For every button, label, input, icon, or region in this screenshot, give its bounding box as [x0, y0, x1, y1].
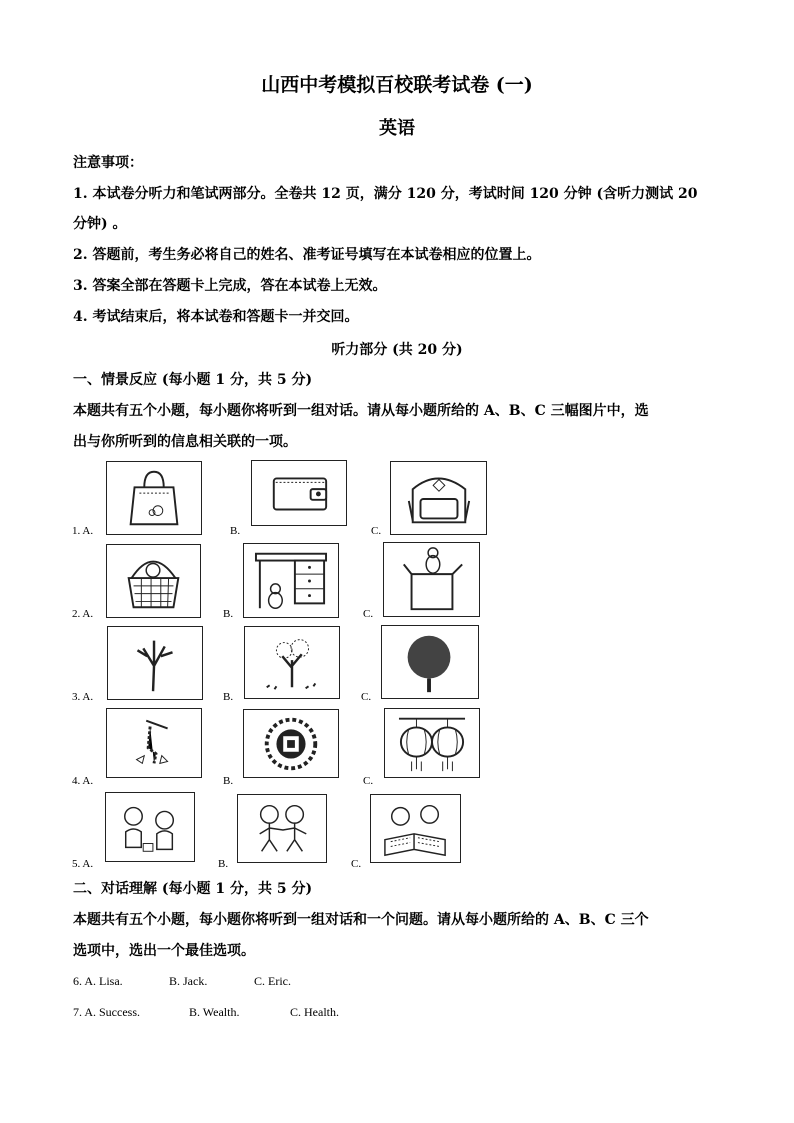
- q7-option-c: C. Health.: [290, 1005, 339, 1019]
- q7-option-a: 7. A. Success.: [73, 1005, 140, 1019]
- cat-under-desk-icon[interactable]: [243, 543, 339, 618]
- part1-heading: 一、情景反应 (每小题 1 分，共 5 分): [73, 372, 313, 388]
- q2-label-b: B.: [223, 608, 234, 620]
- part2-instruction-line-2: 选项中，选出一个最佳选项。: [73, 943, 255, 959]
- part2-instruction-line-1: 本题共有五个小题，每小题你将听到一组对话和一个问题。请从每小题所给的 A、B、C 三个: [73, 912, 649, 928]
- q1-label-b: B.: [230, 525, 241, 537]
- q3-label-a: 3. A.: [72, 691, 94, 703]
- leafy-tree-icon[interactable]: [381, 625, 479, 699]
- exam-title: 山西中考模拟百校联考试卷 (一): [261, 74, 533, 96]
- note-item-4: 4. 考试结束后，将本试卷和答题卡一并交回。: [73, 309, 359, 325]
- firecracker-icon[interactable]: [106, 708, 202, 778]
- q5-label-c: C.: [351, 858, 362, 870]
- q2-label-a: 2. A.: [72, 608, 94, 620]
- note-item-2: 2. 答题前，考生务必将自己的姓名、准考证号填写在本试卷相应的位置上。: [73, 247, 541, 263]
- q6-option-c: C. Eric.: [254, 974, 291, 988]
- q5-label-b: B.: [218, 858, 229, 870]
- autumn-tree-icon[interactable]: [244, 626, 340, 699]
- q1-label-c: C.: [371, 525, 382, 537]
- q2-label-c: C.: [363, 608, 374, 620]
- q1-label-a: 1. A.: [72, 525, 94, 537]
- q4-label-c: C.: [363, 775, 374, 787]
- q4-label-b: B.: [223, 775, 234, 787]
- q7-option-b: B. Wealth.: [189, 1005, 240, 1019]
- part2-heading: 二、对话理解 (每小题 1 分，共 5 分): [73, 881, 313, 897]
- kids-reading-icon[interactable]: [370, 794, 461, 863]
- q5-label-a: 5. A.: [72, 858, 94, 870]
- paper-cut-icon[interactable]: [243, 709, 339, 778]
- note-item-1-line-2: 分钟) 。: [73, 216, 127, 232]
- kids-playing-icon[interactable]: [105, 792, 195, 862]
- kids-running-icon[interactable]: [237, 794, 327, 863]
- part1-instruction-line-2: 出与你所听到的信息相关联的一项。: [73, 434, 297, 450]
- wallet-icon[interactable]: [251, 460, 347, 526]
- bare-tree-icon[interactable]: [107, 626, 203, 700]
- q6-option-b: B. Jack.: [169, 974, 208, 988]
- backpack-icon[interactable]: [390, 461, 487, 535]
- q3-label-c: C.: [361, 691, 372, 703]
- q3-label-b: B.: [223, 691, 234, 703]
- q4-label-a: 4. A.: [72, 775, 94, 787]
- cat-on-box-icon[interactable]: [383, 542, 480, 617]
- red-lanterns-icon[interactable]: [384, 708, 480, 778]
- subject-title: 英语: [379, 118, 415, 139]
- listening-heading: 听力部分 (共 20 分): [331, 342, 463, 358]
- note-item-1-line-1: 1. 本试卷分听力和笔试两部分。全卷共 12 页，满分 120 分，考试时间 120 分钟 (含听力测试 20: [73, 186, 698, 202]
- note-item-3: 3. 答案全部在答题卡上完成，答在本试卷上无效。: [73, 278, 387, 294]
- shopping-bag-icon[interactable]: [106, 461, 202, 535]
- q6-option-a: 6. A. Lisa.: [73, 974, 123, 988]
- part1-instruction-line-1: 本题共有五个小题，每小题你将听到一组对话。请从每小题所给的 A、B、C 三幅图片中，选: [73, 403, 649, 419]
- notes-heading: 注意事项：: [73, 155, 143, 171]
- cat-in-basket-icon[interactable]: [106, 544, 201, 618]
